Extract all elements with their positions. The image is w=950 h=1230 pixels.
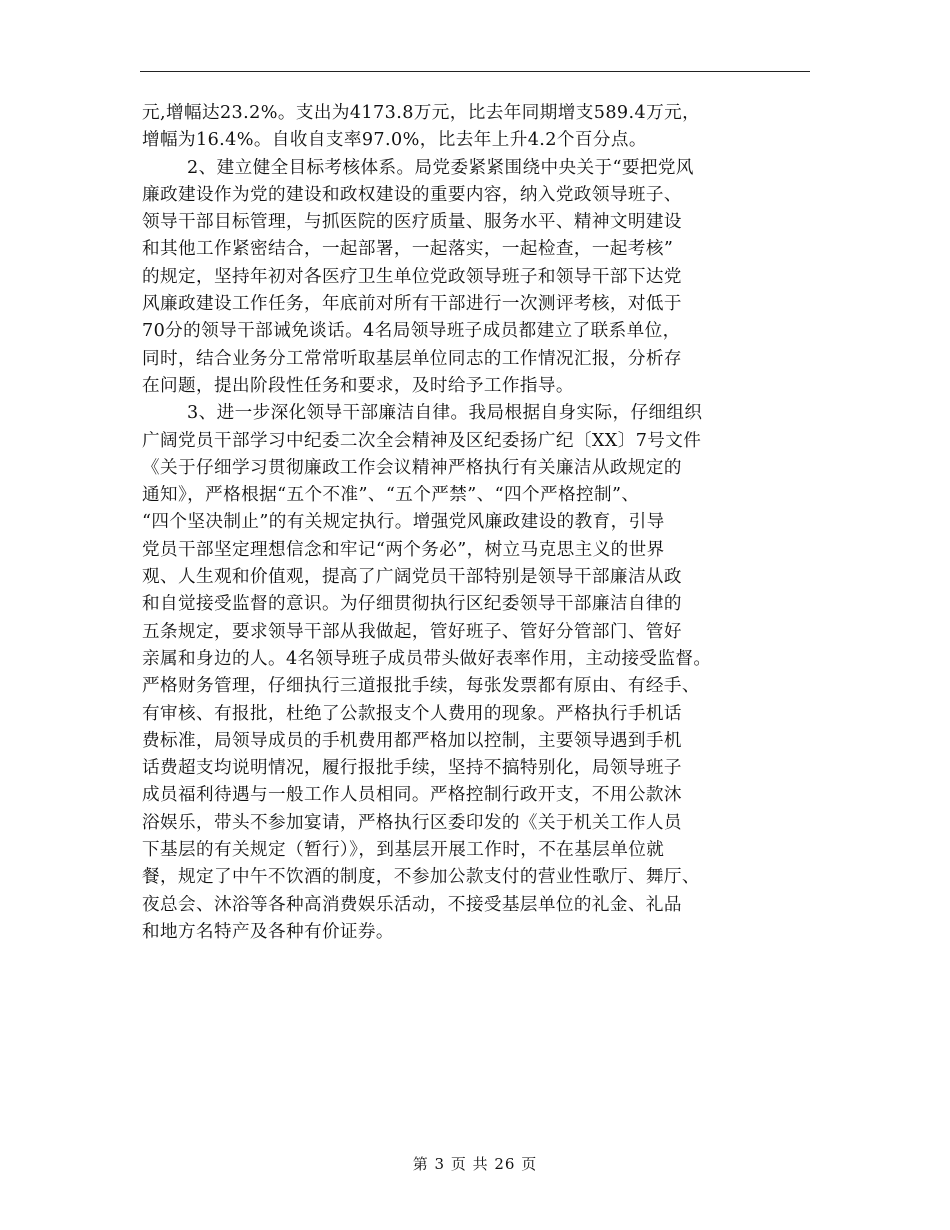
text-line: “四个坚决制止”的有关规定执行。增强党风廉政建设的教育，引导 — [142, 512, 665, 533]
text-line: 通知》，严格根据“五个不准”、“五个严禁”、“四个严格控制”、 — [142, 485, 640, 506]
text-line: 元,增幅达23.2%。支出为4173.8万元，比去年同期增支589.4万元， — [142, 103, 701, 123]
paragraph-start-line: 2、建立健全目标考核体系。局党委紧紧围绕中央关于“要把党风 — [187, 157, 694, 178]
text-line: 严格财务管理，仔细执行三道报批手续，每张发票都有原由、有经手、 — [142, 676, 700, 697]
text-line: 廉政建设作为党的建设和政权建设的重要内容，纳入党政领导班子、 — [142, 184, 682, 205]
text-line: 领导干部目标管理，与抓医院的医疗质量、服务水平、精神文明建设 — [142, 212, 682, 233]
header-rule — [140, 71, 810, 72]
text-line: 和地方名特产及各种有价证券。 — [142, 921, 394, 942]
text-line: 风廉政建设工作任务，年底前对所有干部进行一次测评考核，对低于 — [142, 294, 682, 315]
paragraph-start-line: 3、进一步深化领导干部廉洁自律。我局根据自身实际，仔细组织 — [187, 403, 703, 424]
text-line: 餐，规定了中午不饮酒的制度，不参加公款支付的营业性歌厅、舞厅、 — [142, 867, 700, 888]
text-line: 同时，结合业务分工常常听取基层单位同志的工作情况汇报，分析存 — [142, 348, 682, 369]
text-line: 夜总会、沐浴等各种高消费娱乐活动，不接受基层单位的礼金、礼品 — [142, 894, 682, 915]
text-line: 成员福利待遇与一般工作人员相同。严格控制行政开支，不用公款沐 — [142, 785, 682, 806]
text-line: 增幅为16.4%。自收自支率97.0%，比去年上升4.2个百分点。 — [142, 130, 647, 151]
text-line: 70分的领导干部诫免谈话。4名局领导班子成员都建立了联系单位， — [142, 321, 681, 342]
text-line: 和其他工作紧密结合，一起部署，一起落实，一起检查，一起考核” — [142, 239, 674, 260]
text-line: 广阔党员干部学习中纪委二次全会精神及区纪委扬广纪〔XX〕7号文件 — [142, 430, 702, 451]
text-line: 浴娱乐，带头不参加宴请，严格执行区委印发的《关于机关工作人员 — [142, 812, 682, 833]
text-line: 费标准，局领导成员的手机费用都严格加以控制，主要领导遇到手机 — [142, 730, 682, 751]
text-line: 观、人生观和价值观，提高了广阔党员干部特别是领导干部廉洁从政 — [142, 567, 682, 588]
document-body — [142, 100, 812, 946]
text-line: 的规定，坚持年初对各医疗卫生单位党政领导班子和领导干部下达党 — [142, 266, 682, 287]
text-line: 有审核、有报批，杜绝了公款报支个人费用的现象。严格执行手机话 — [142, 703, 682, 724]
page-number-footer: 第 3 页 共 26 页 — [412, 1155, 538, 1173]
text-line: 《关于仔细学习贯彻廉政工作会议精神严格执行有关廉洁从政规定的 — [142, 457, 682, 478]
text-line: 亲属和身边的人。4名领导班子成员带头做好表率作用，主动接受监督。 — [142, 648, 712, 669]
text-line: 在问题，提出阶段性任务和要求，及时给予工作指导。 — [142, 375, 574, 396]
text-line: 话费超支均说明情况，履行报批手续，坚持不搞特别化，局领导班子 — [142, 758, 682, 779]
text-line: 下基层的有关规定（暂行）》，到基层开展工作时，不在基层单位就 — [142, 840, 665, 861]
text-line: 党员干部坚定理想信念和牢记“两个务必”，树立马克思主义的世界 — [142, 539, 665, 560]
text-line: 五条规定，要求领导干部从我做起，管好班子、管好分管部门、管好 — [142, 621, 682, 642]
text-line: 和自觉接受监督的意识。为仔细贯彻执行区纪委领导干部廉洁自律的 — [142, 594, 682, 615]
